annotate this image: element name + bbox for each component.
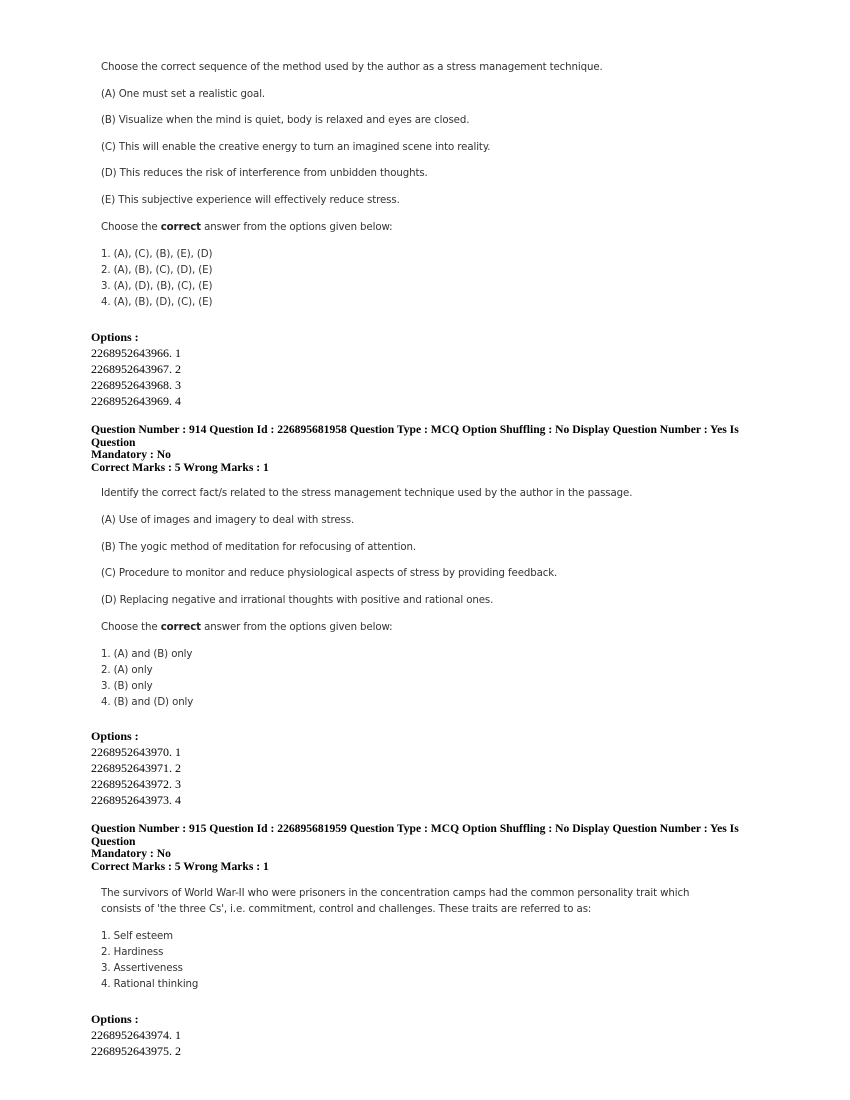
- question-meta-line: Mandatory : No: [91, 847, 171, 860]
- answer-instruction: Choose the correct answer from the options given below:: [101, 222, 393, 233]
- option-id: 2268952643966. 1: [91, 346, 181, 360]
- statement-d: (D) Replacing negative and irrational thoughts with positive and rational ones.: [101, 595, 494, 606]
- option-id: 2268952643967. 2: [91, 362, 181, 376]
- question-stem: Choose the correct sequence of the method used by the author as a stress management technique.: [101, 62, 603, 73]
- options-block-914: [91, 729, 181, 808]
- choice-2: 2. Hardiness: [101, 947, 164, 958]
- choice-2: 2. (A) only: [101, 665, 153, 676]
- answer-instruction: Choose the correct answer from the options given below:: [101, 622, 393, 633]
- choice-3: 3. Assertiveness: [101, 963, 183, 974]
- choice-4: 4. Rational thinking: [101, 979, 199, 990]
- option-id: 2268952643974. 1: [91, 1028, 181, 1042]
- choice-1: 1. (A) and (B) only: [101, 649, 193, 660]
- question-914-meta: [91, 424, 751, 474]
- choice-1: 1. Self esteem: [101, 931, 173, 942]
- statement-a: (A) One must set a realistic goal.: [101, 89, 266, 100]
- statement-a: (A) Use of images and imagery to deal with stress.: [101, 515, 355, 526]
- option-id: 2268952643969. 4: [91, 394, 181, 408]
- options-block-913: [91, 330, 181, 409]
- question-stem-line: consists of 'the three Cs', i.e. commitment, control and challenges. These traits are referred to as:: [101, 904, 592, 915]
- question-meta-line: Mandatory : No: [91, 448, 171, 461]
- statement-c: (C) Procedure to monitor and reduce physiological aspects of stress by providing feedback.: [101, 568, 558, 579]
- choice-4: 4. (B) and (D) only: [101, 697, 194, 708]
- statement-b: (B) The yogic method of meditation for refocusing of attention.: [101, 542, 416, 553]
- choice-3: 3. (B) only: [101, 681, 153, 692]
- option-id: 2268952643970. 1: [91, 745, 181, 759]
- choice-2: 2. (A), (B), (C), (D), (E): [101, 265, 213, 276]
- statement-b: (B) Visualize when the mind is quiet, body is relaxed and eyes are closed.: [101, 115, 470, 126]
- marks-line: Correct Marks : 5 Wrong Marks : 1: [91, 859, 269, 873]
- question-meta-line: Question Number : 914 Question Id : 226895681958 Question Type : MCQ Option Shuffling : No Display Question Number : Yes Is Question: [91, 423, 739, 449]
- statement-c: (C) This will enable the creative energy to turn an imagined scene into reality.: [101, 142, 491, 153]
- choice-3: 3. (A), (D), (B), (C), (E): [101, 281, 213, 292]
- option-id: 2268952643968. 3: [91, 378, 181, 392]
- option-id: 2268952643973. 4: [91, 793, 181, 807]
- question-915-meta: [91, 823, 751, 873]
- statement-d: (D) This reduces the risk of interference from unbidden thoughts.: [101, 168, 428, 179]
- question-stem: Identify the correct fact/s related to the stress management technique used by the author in the passage.: [101, 488, 633, 499]
- option-id: 2268952643972. 3: [91, 777, 181, 791]
- options-heading: Options :: [91, 729, 139, 743]
- option-id: 2268952643975. 2: [91, 1044, 181, 1058]
- options-heading: Options :: [91, 330, 139, 344]
- options-block-915: [91, 1012, 181, 1059]
- question-stem-line: The survivors of World War-II who were prisoners in the concentration camps had the common personality trait which: [101, 888, 690, 899]
- option-id: 2268952643971. 2: [91, 761, 181, 775]
- options-heading: Options :: [91, 1012, 139, 1026]
- question-meta-line: Question Number : 915 Question Id : 226895681959 Question Type : MCQ Option Shuffling : No Display Question Number : Yes Is Question: [91, 822, 739, 848]
- statement-e: (E) This subjective experience will effectively reduce stress.: [101, 195, 400, 206]
- choice-1: 1. (A), (C), (B), (E), (D): [101, 249, 213, 260]
- choice-4: 4. (A), (B), (D), (C), (E): [101, 297, 213, 308]
- marks-line: Correct Marks : 5 Wrong Marks : 1: [91, 460, 269, 474]
